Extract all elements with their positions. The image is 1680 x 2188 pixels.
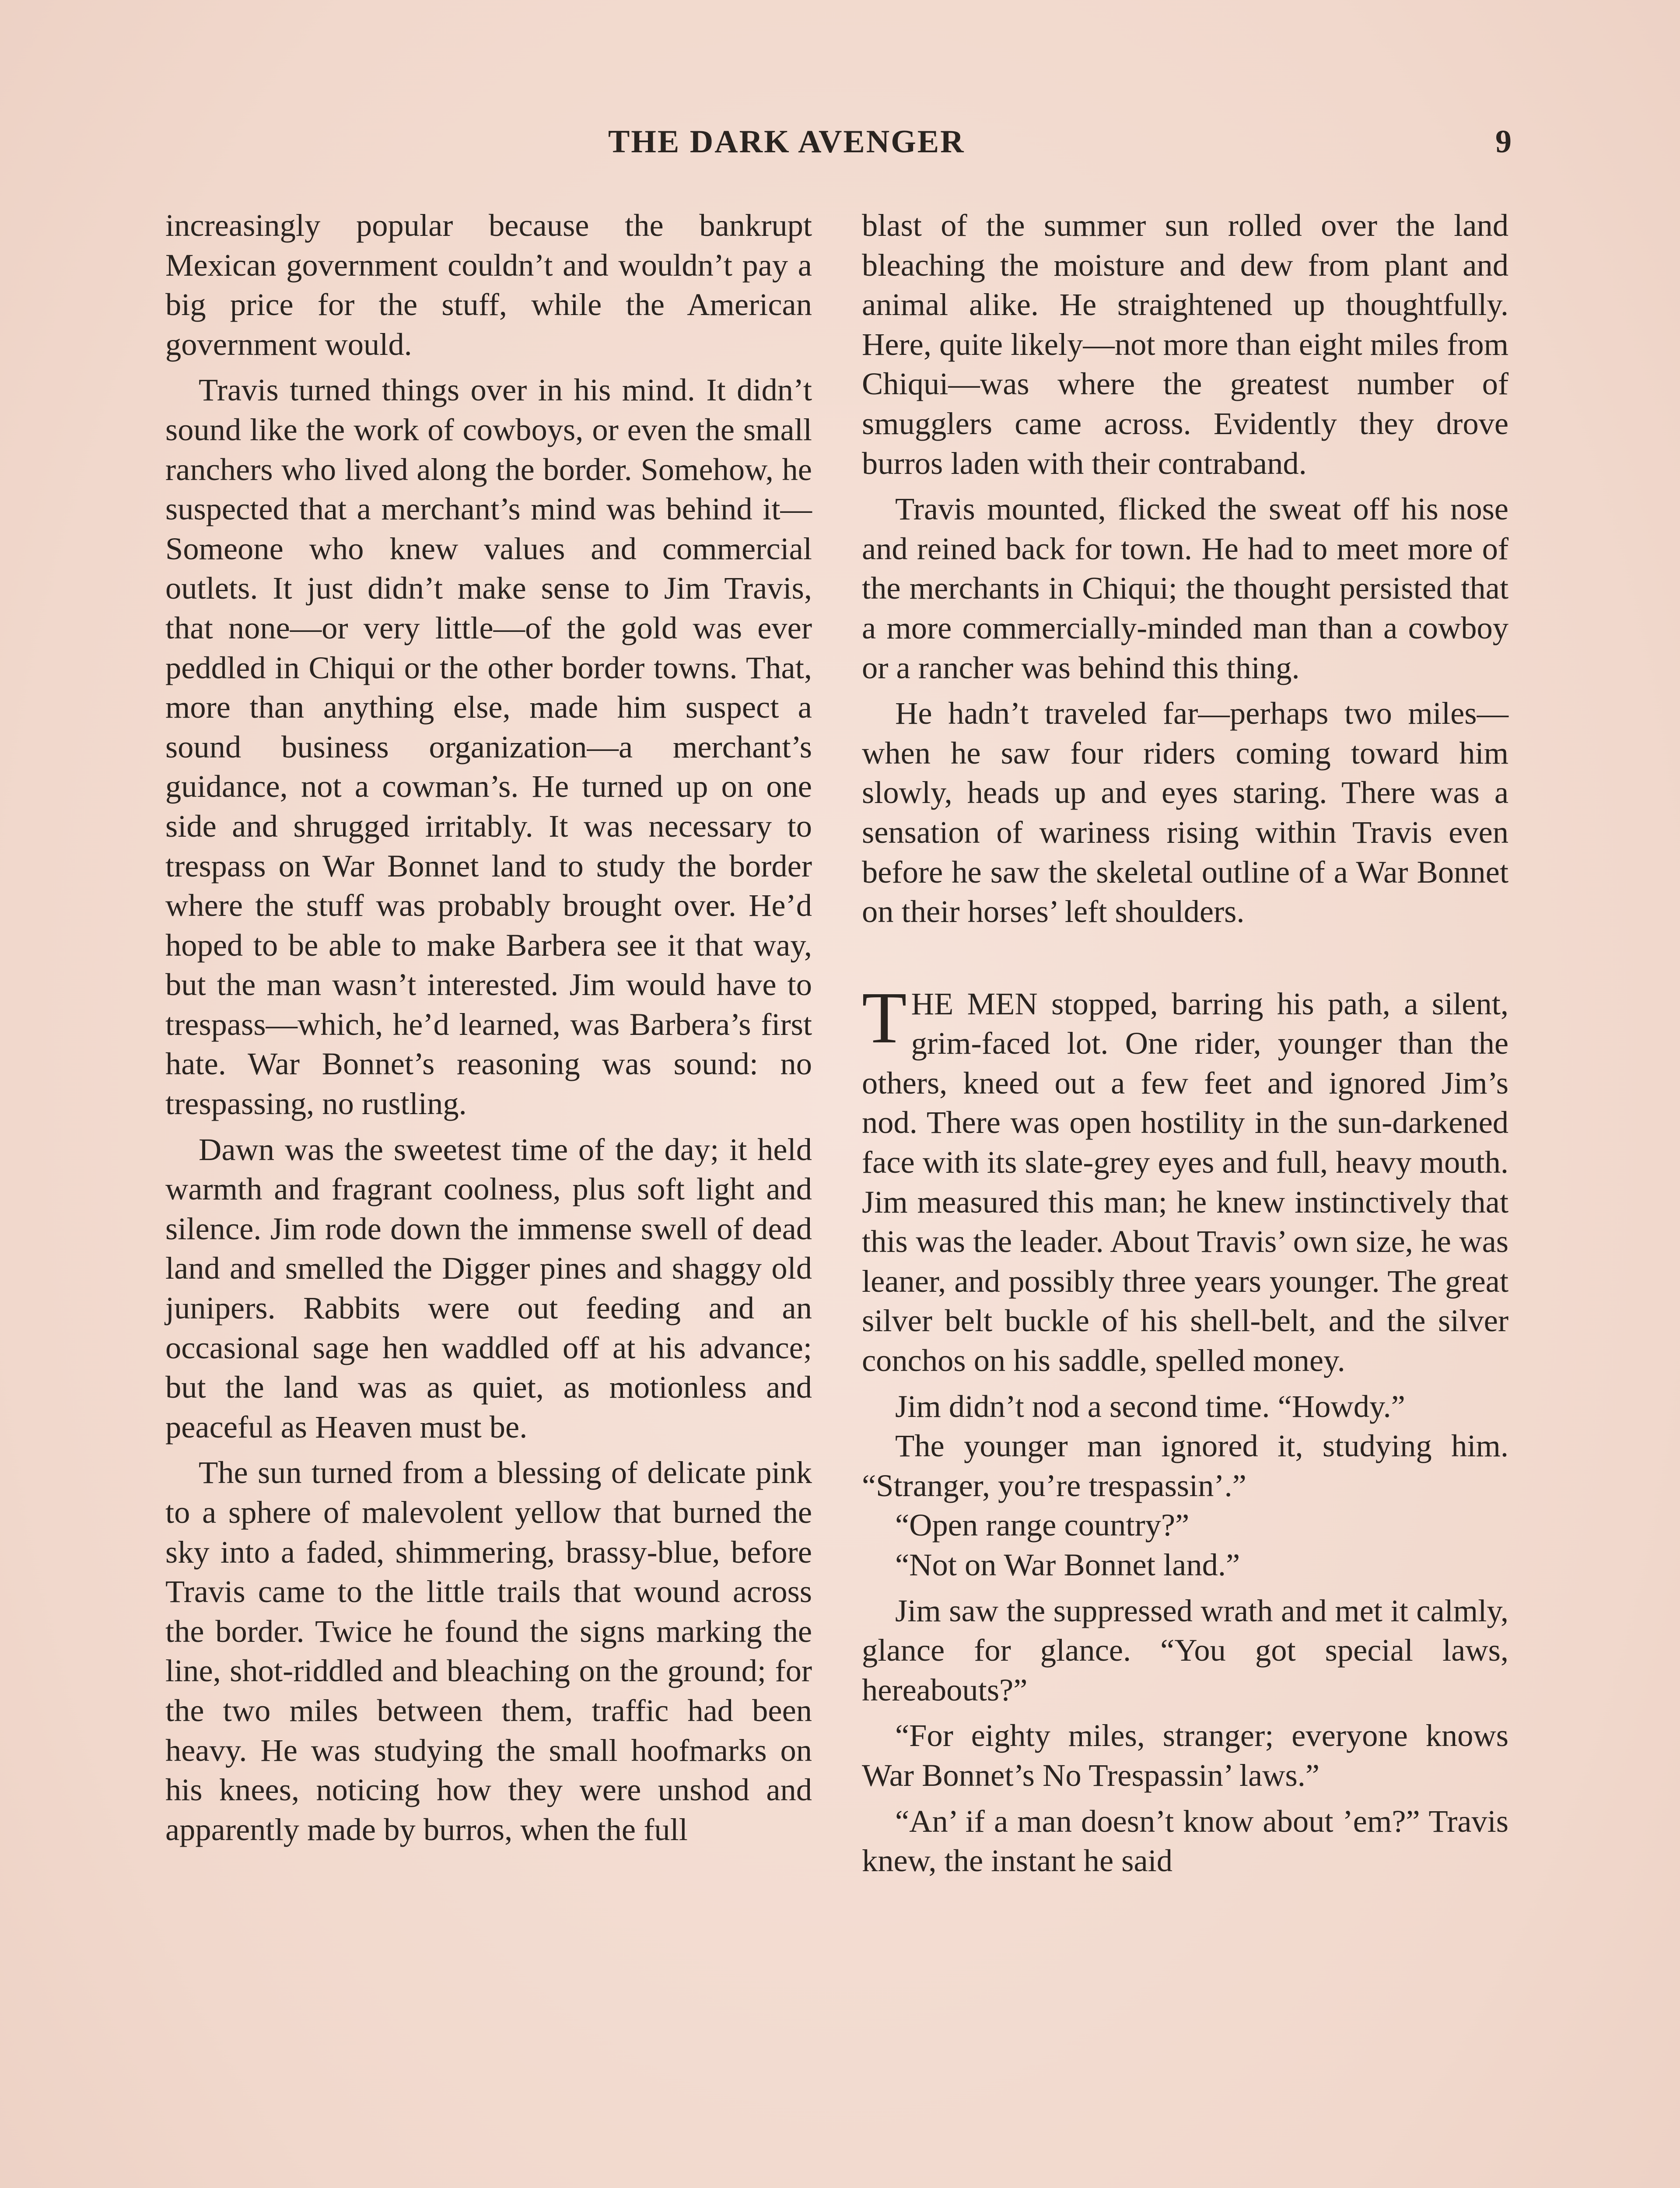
paragraph: “Not on War Bonnet land.” <box>895 1547 1240 1582</box>
page-header <box>0 123 1680 172</box>
paragraph: Travis mounted, flicked the sweat off his nose and reined back for town. He had to meet more of the merchants in Chiqui; the thought persisted that a more commercially-minded man than a cowboy or a rancher was behind this thing. <box>862 491 1508 685</box>
paragraph: “Open range country?” <box>895 1507 1190 1543</box>
running-head: THE DARK AVENGER <box>608 124 965 160</box>
right-column <box>862 206 1508 1881</box>
drop-cap: T <box>862 977 907 1059</box>
paragraph: Jim saw the suppressed wrath and met it calmly, glance for glance. “You got special laws, hereabouts?” <box>862 1592 1508 1708</box>
paragraph: Jim didn’t nod a second time. “Howdy.” <box>895 1388 1405 1424</box>
paragraph: increasingly popular because the bankrupt Mexican government couldn’t and wouldn’t pay a big price for the stuff, while the American government would. <box>165 207 812 362</box>
paragraph: “An’ if a man doesn’t know about ’em?” Travis knew, the instant he said <box>862 1803 1508 1879</box>
section-opening-text: HE MEN stopped, barring his path, a silent, grim-faced lot. One rider, younger than the others, kneed out a few feet and ignored Jim’s nod. There was open hostility in the sun-darkened face with its slate-grey eyes and full, heavy mouth. Jim measured this man; he knew instinctively that this was the leader. About Travis’ own size, he was leaner, and possibly three years younger. The great silver belt buckle of his shell-belt, and the silver conchos on his saddle, spelled money. <box>862 985 1508 1378</box>
left-column <box>165 206 812 1849</box>
paragraph: Travis turned things over in his mind. It didn’t sound like the work of cowboys, or even the small ranchers who lived along the border. Somehow, he suspected that a merchant’s mind was behind it— Someone who knew values and commercial outlets. It just didn’t make sense to Jim Travis, that none—or very little—of the gold was ever peddled in Chiqui or the other border towns. That, more than anything else, made him suspect a sound business organization—a merchant’s guidance, not a cowman’s. He turned up on one side and shrugged irritably. It was necessary to trespass on War Bonnet land to study the border where the stuff was probably brought over. He’d hoped to be able to make Barbera see it that way, but the man wasn’t interested. Jim would have to trespass—which, he’d learned, was Barbera’s first hate. War Bonnet’s reasoning was sound: no trespassing, no rustling. <box>165 372 812 1122</box>
paragraph: He hadn’t traveled far—perhaps two miles—when he saw four riders coming toward him slowly, heads up and eyes staring. There was a sensation of wariness rising within Travis even before he saw the skeletal outline of a War Bonnet on their horses’ left shoulders. <box>862 695 1508 929</box>
paragraph: “For eighty miles, stranger; everyone knows War Bonnet’s No Trespassin’ laws.” <box>862 1718 1508 1793</box>
paragraph: Dawn was the sweetest time of the day; it held warmth and fragrant coolness, plus soft light and silence. Jim rode down the immense swell of dead land and smelled the Digger pines and shaggy old junipers. Rabbits were out feeding and an occasional sage hen waddled off at his advance; but the land was as quiet, as motionless and peaceful as Heaven must be. <box>165 1131 812 1445</box>
paragraph: The younger man ignored it, studying him. “Stranger, you’re trespassin’.” <box>862 1428 1508 1503</box>
page-number: 9 <box>1495 124 1512 160</box>
paragraph: blast of the summer sun rolled over the land bleaching the moisture and dew from plant and animal alike. He straightened up thoughtfully. Here, quite likely—not more than eight miles from Chiqui—was where the greatest number of smugglers came across. Evidently they drove burros laden with their contraband. <box>862 207 1508 481</box>
section-opening-paragraph <box>862 977 1508 1381</box>
paragraph: The sun turned from a blessing of delicate pink to a sphere of malevolent yellow that burned the sky into a faded, shimmering, brassy-blue, before Travis came to the little trails that wound across the border. Twice he found the signs marking the line, shot-riddled and bleaching on the ground; for the two miles between them, traffic had been heavy. He was studying the small hoofmarks on his knees, noticing how they were unshod and apparently made by burros, when the full <box>165 1455 812 1847</box>
